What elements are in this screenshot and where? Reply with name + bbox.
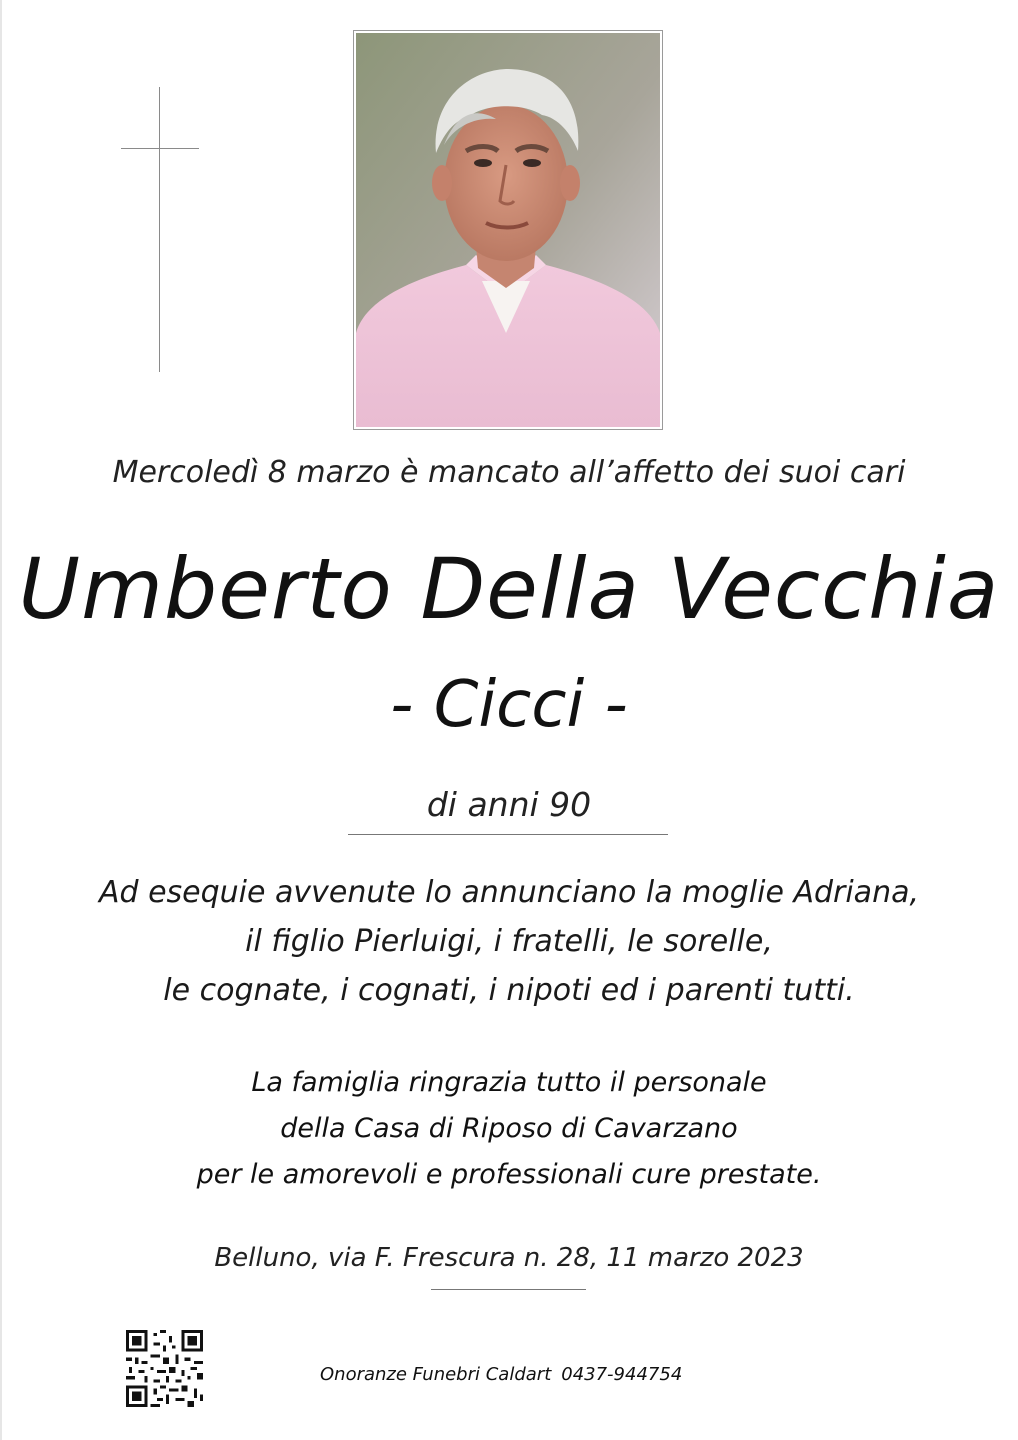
portrait-photo <box>353 30 663 430</box>
announcement-line: Ad esequie avvenute lo annunciano la moglie Adriana, <box>98 875 920 910</box>
cross-icon <box>159 87 160 372</box>
intro-line: Mercoledì 8 marzo è mancato all’affetto dei suoi cari <box>112 455 906 490</box>
portrait-image <box>356 33 660 427</box>
age-line: di anni 90 <box>426 785 592 824</box>
funeral-home-footer <box>320 1364 692 1385</box>
thanks-line: La famiglia ringrazia tutto il personale <box>251 1067 767 1098</box>
thanks-paragraph <box>0 1060 1018 1198</box>
qr-code-icon <box>126 1330 203 1407</box>
company-name: Onoranze Funebri Caldart <box>320 1364 552 1385</box>
nickname: - Cicci - <box>390 668 628 742</box>
company-phone: 0437-944754 <box>561 1364 683 1385</box>
divider <box>348 834 668 835</box>
cross-icon-arm <box>121 148 199 149</box>
announcement-line: il figlio Pierluigi, i fratelli, le sorelle, <box>245 924 773 959</box>
announcement-line: le cognate, i cognati, i nipoti ed i parenti tutti. <box>163 973 855 1008</box>
deceased-name: Umberto Della Vecchia <box>18 540 1000 638</box>
thanks-line: per le amorevoli e professionali cure prestate. <box>196 1159 822 1190</box>
thanks-line: della Casa di Riposo di Cavarzano <box>280 1113 738 1144</box>
announcement-paragraph <box>0 868 1018 1015</box>
place-date: Belluno, via F. Frescura n. 28, 11 marzo 2023 <box>214 1243 804 1273</box>
divider <box>431 1289 586 1290</box>
